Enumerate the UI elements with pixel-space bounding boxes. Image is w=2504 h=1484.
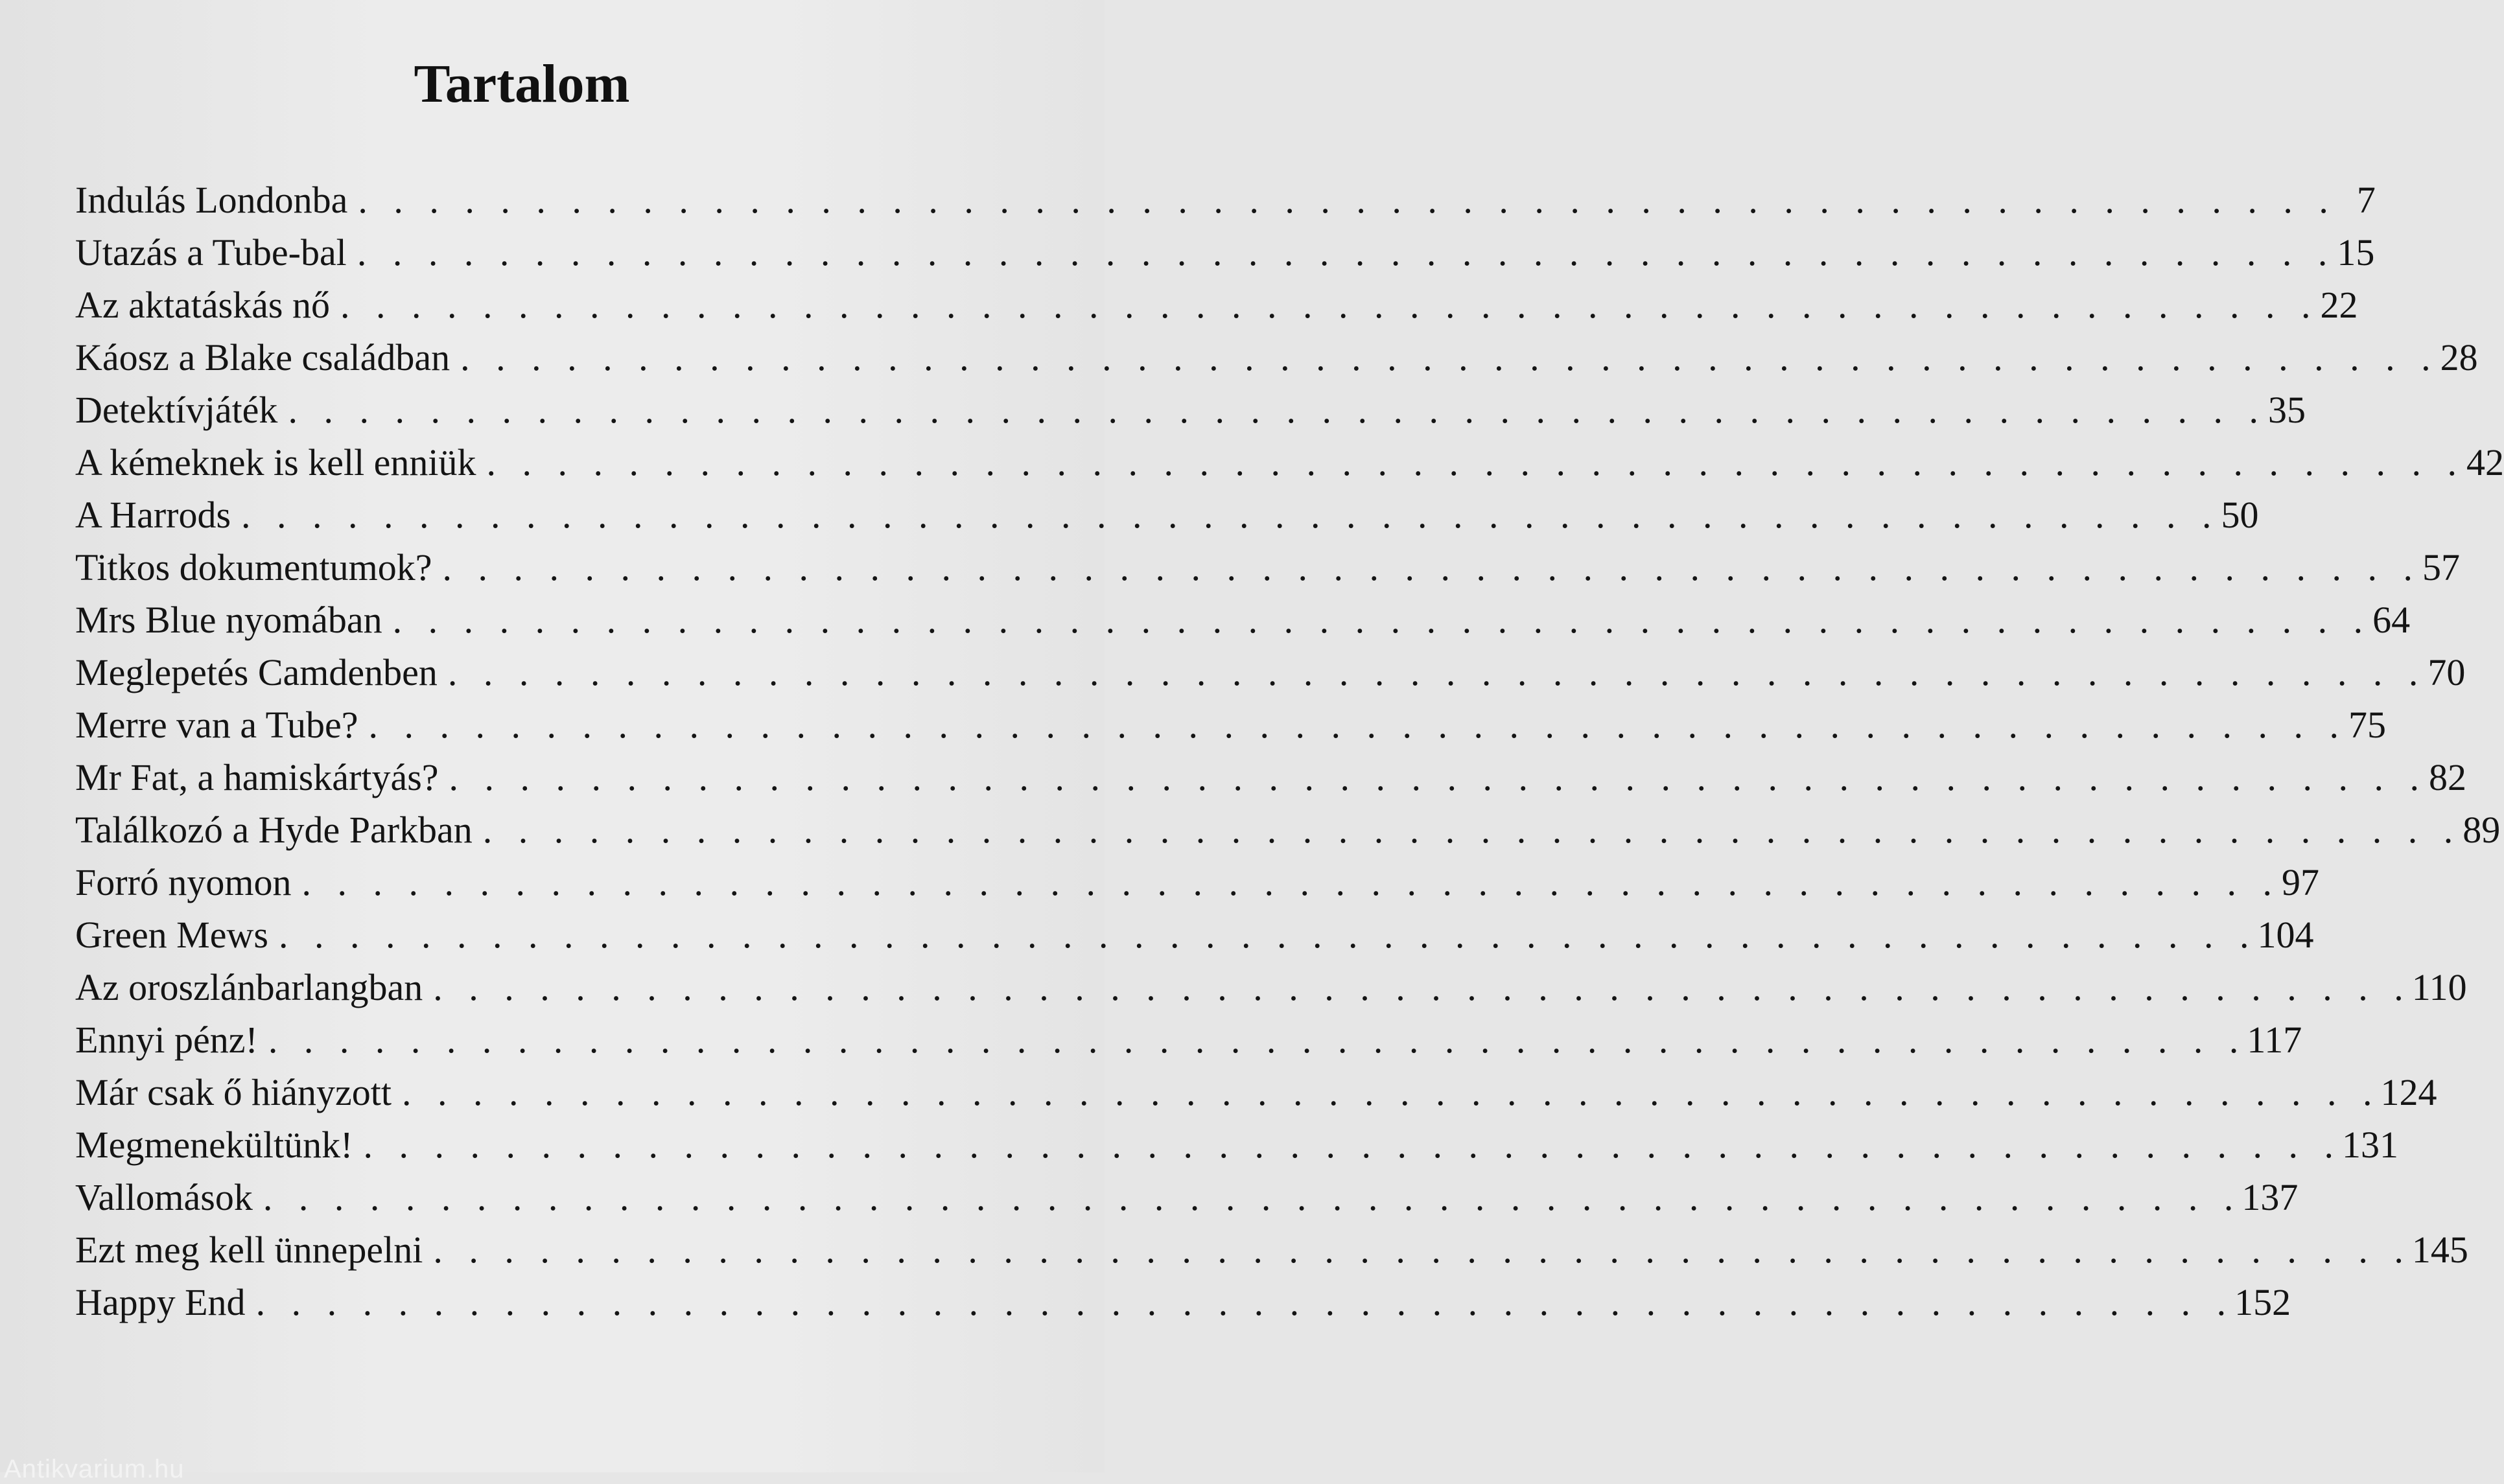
toc-entry-page: 104: [2257, 914, 2314, 956]
toc-entry-title: Káosz a Blake családban: [75, 336, 450, 378]
toc-entry: [75, 226, 2375, 279]
toc-entry: [75, 594, 2411, 646]
dot-leader: . . . . . . . . . . . . . . . . . . . . . . . . . . . . . . . . . . . . . . . . . . . . . . . . . . . . . . . .: [392, 599, 2372, 641]
toc-entry-title: Forró nyomon: [75, 861, 292, 903]
dot-leader: . . . . . . . . . . . . . . . . . . . . . . . . . . . . . . . . . . . . . . . . . . . . . . . . . . . . . . . .: [278, 914, 2258, 956]
toc-entry-title: Green Mews: [75, 914, 268, 956]
dot-leader: . . . . . . . . . . . . . . . . . . . . . . . . . . . . . . . . . . . . . . . . . . . . . . . . . . . . . . . .: [460, 336, 2439, 378]
dot-leader: . . . . . . . . . . . . . . . . . . . . . . . . . . . . . . . . . . . . . . . . . . . . . . . . . . . . . . . .: [301, 861, 2280, 903]
dot-leader: . . . . . . . . . . . . . . . . . . . . . . . . . . . . . . . . . . . . . . . . . . . . . . . . . . . . . . . .: [268, 1019, 2247, 1061]
watermark: Antikvarium.hu: [4, 1455, 185, 1483]
toc-entry-page: 42: [2466, 441, 2504, 483]
toc-entry-title: A kémeknek is kell enniük: [75, 441, 476, 483]
toc-entry-title: A Harrods: [75, 494, 231, 536]
toc-entry-title: Indulás Londonba: [75, 179, 348, 221]
toc-entry: [75, 1014, 2302, 1066]
dot-leader: . . . . . . . . . . . . . . . . . . . . . . . . . . . . . . . . . . . . . . . . . . . . . . . . . . . . . . . .: [449, 756, 2428, 798]
toc-entry: [75, 1223, 2468, 1276]
toc-entry: [75, 174, 2376, 226]
dot-leader: . . . . . . . . . . . . . . . . . . . . . . . . . . . . . . . . . . . . . . . . . . . . . . . . . . . . . . . .: [340, 284, 2319, 326]
toc-entry: [75, 1119, 2398, 1171]
dot-leader: . . . . . . . . . . . . . . . . . . . . . . . . . . . . . . . . . . . . . . . . . . . . . . . . . . . . . . . .: [433, 1229, 2412, 1271]
toc-entry: [75, 804, 2501, 856]
dot-leader: . . . . . . . . . . . . . . . . . . . . . . . . . . . . . . . . . . . . . . . . . . . . . . . . . . . . . . . .: [263, 1176, 2242, 1218]
dot-leader: . . . . . . . . . . . . . . . . . . . . . . . . . . . . . . . . . . . . . . . . . . . . . . . . . . . . . . . .: [358, 179, 2337, 221]
table-of-contents: [75, 174, 2504, 1328]
toc-entry-page: 152: [2234, 1281, 2291, 1323]
toc-entry-title: Megmenekültünk!: [75, 1124, 353, 1166]
toc-entry-title: Ennyi pénz!: [75, 1019, 258, 1061]
dot-leader: . . . . . . . . . . . . . . . . . . . . . . . . . . . . . . . . . . . . . . . . . . . . . . . . . . . . . . . .: [447, 651, 2427, 693]
toc-entry: [75, 541, 2461, 594]
toc-entry: [75, 751, 2467, 804]
dot-leader: . . . . . . . . . . . . . . . . . . . . . . . . . . . . . . . . . . . . . . . . . . . . . . . . . . . . . . . .: [368, 704, 2348, 746]
toc-entry-page: 124: [2380, 1071, 2437, 1113]
toc-entry: [75, 331, 2478, 384]
dot-leader: . . . . . . . . . . . . . . . . . . . . . . . . . . . . . . . . . . . . . . . . . . . . . . . . . . . . . . . .: [288, 389, 2267, 431]
toc-entry: [75, 856, 2319, 909]
toc-entry-page: 22: [2320, 284, 2358, 326]
toc-entry-title: Mrs Blue nyomában: [75, 599, 382, 641]
toc-entry: [75, 1171, 2299, 1223]
toc-entry-title: Az aktatáskás nő: [75, 284, 330, 326]
dot-leader: . . . . . . . . . . . . . . . . . . . . . . . . . . . . . . . . . . . . . . . . . . . . . . . . . . . . . . . .: [363, 1124, 2342, 1166]
toc-entry-page: 75: [2348, 704, 2387, 746]
dot-leader: . . . . . . . . . . . . . . . . . . . . . . . . . . . . . . . . . . . . . . . . . . . . . . . . . . . . . . . .: [402, 1071, 2381, 1113]
toc-entry: [75, 646, 2466, 699]
dot-leader: . . . . . . . . . . . . . . . . . . . . . . . . . . . . . . . . . . . . . . . . . . . . . . . . . . . . . . . .: [357, 231, 2336, 273]
toc-entry-title: Mr Fat, a hamiskártyás?: [75, 756, 439, 798]
toc-entry-page: 117: [2247, 1019, 2302, 1061]
toc-entry-page: 57: [2422, 546, 2461, 588]
toc-entry-page: 15: [2337, 231, 2375, 273]
toc-entry-page: 50: [2221, 494, 2259, 536]
toc-entry-title: Titkos dokumentumok?: [75, 546, 432, 588]
toc-entry-page: 35: [2267, 389, 2306, 431]
toc-entry-page: 97: [2282, 861, 2319, 903]
toc-entry: [75, 384, 2306, 436]
toc-entry: [75, 489, 2259, 541]
toc-entry-page: 89: [2463, 809, 2501, 851]
dot-leader: . . . . . . . . . . . . . . . . . . . . . . . . . . . . . . . . . . . . . . . . . . . . . . . . . . . . . . . .: [433, 966, 2412, 1008]
toc-entry: [75, 1066, 2437, 1119]
toc-entry-title: Már csak ő hiányzott: [75, 1071, 392, 1113]
dot-leader: . . . . . . . . . . . . . . . . . . . . . . . . . . . . . . . . . . . . . . . . . . . . . . . . . . . . . . . .: [482, 809, 2462, 851]
toc-entry-page: 110: [2411, 966, 2467, 1008]
toc-entry-page: 82: [2429, 756, 2467, 798]
toc-entry-title: Detektívjáték: [75, 389, 278, 431]
toc-entry: [75, 1276, 2291, 1328]
page-title: Tartalom: [414, 54, 630, 114]
dot-leader: . . . . . . . . . . . . . . . . . . . . . . . . . . . . . . . . . . . . . . . . . . . . . . . . . . . . . . . .: [486, 441, 2466, 483]
toc-entry-title: Találkozó a Hyde Parkban: [75, 809, 473, 851]
toc-entry: [75, 699, 2387, 751]
toc-entry-title: Az oroszlánbarlangban: [75, 966, 423, 1008]
toc-entry-title: Merre van a Tube?: [75, 704, 358, 746]
toc-entry-title: Ezt meg kell ünnepelni: [75, 1229, 423, 1271]
toc-entry-title: Utazás a Tube-bal: [75, 231, 347, 273]
toc-entry-page: 28: [2440, 336, 2478, 378]
dot-leader: . . . . . . . . . . . . . . . . . . . . . . . . . . . . . . . . . . . . . . . . . . . . . . . . . . . . . . . .: [241, 494, 2220, 536]
toc-entry-page: 145: [2411, 1229, 2468, 1271]
toc-entry: [75, 279, 2358, 331]
toc-entry: [75, 961, 2467, 1014]
dot-leader: . . . . . . . . . . . . . . . . . . . . . . . . . . . . . . . . . . . . . . . . . . . . . . . . . . . . . . . .: [255, 1281, 2235, 1323]
toc-entry-title: Happy End: [75, 1281, 246, 1323]
toc-entry-page: 64: [2372, 599, 2411, 641]
toc-entry-page: 70: [2428, 651, 2466, 693]
toc-entry-page: 131: [2341, 1124, 2398, 1166]
toc-entry-page: 137: [2241, 1176, 2299, 1218]
toc-entry: [75, 436, 2504, 489]
toc-entry: [75, 909, 2314, 961]
toc-entry-title: Meglepetés Camdenben: [75, 651, 438, 693]
toc-entry-title: Vallomások: [75, 1176, 253, 1218]
toc-entry-page: 7: [2356, 179, 2376, 221]
dot-leader: . . . . . . . . . . . . . . . . . . . . . . . . . . . . . . . . . . . . . . . . . . . . . . . . . . . . . . . .: [442, 546, 2422, 588]
